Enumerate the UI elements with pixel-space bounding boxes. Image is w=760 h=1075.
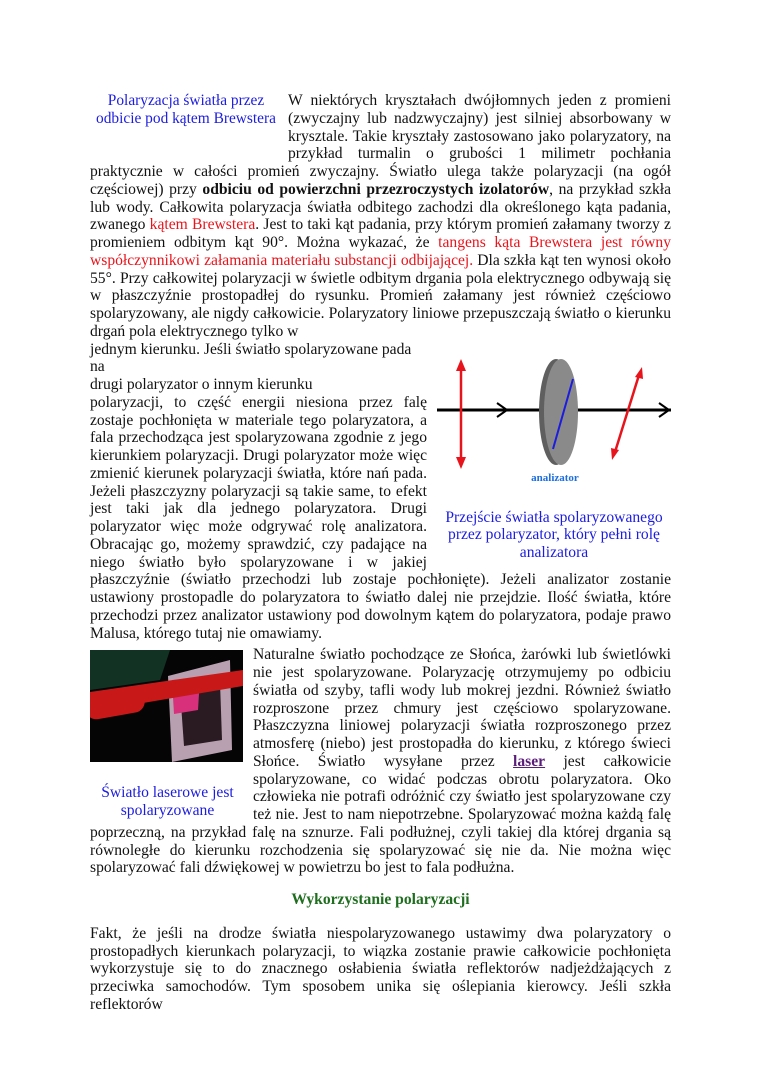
bold-text: odbiciu od powierzchni przezroczystych izolatorów — [202, 180, 550, 198]
arrow-up-icon — [456, 359, 466, 371]
section-laser — [90, 646, 671, 877]
highlight-text: tangens kąta Brewstera jest równy współczynnikowi załamania materiału substancji odbijającej. — [90, 234, 671, 269]
analyzer-label: analizator — [531, 471, 579, 484]
laser-link[interactable]: laser — [513, 752, 546, 770]
laser-figure — [90, 650, 245, 820]
text: . Jest to taki kąt padania, przy którym promień załamany tworzy z promieniem odbitym kąt 90°. Można wykazać, że — [90, 216, 671, 251]
text: , na przykład szkła lub wody. Całkowita polaryzacja światła odbitego zachodzi dla określonego kąta padania, zwanego — [90, 180, 671, 234]
arrow-down-icon — [611, 448, 619, 460]
section-usage — [90, 925, 671, 1014]
section-heading: Wykorzystanie polaryzacji — [291, 891, 470, 908]
section-brewster — [90, 92, 671, 341]
text: Dla szkła kąt ten wynosi około 55°. Przy całkowitej polaryzacji w świetle odbitym drgania pola elektrycznego odbywają się w płaszczyźnie prostopadłej do rysunku. Promień załamany jest również częściowo spolaryzowany, ale nigdy całkowicie. Polaryzatory liniowe przepuszczają światło o kierunku drgań pola elektrycznego tylko w — [90, 251, 672, 340]
arrow-down-icon — [456, 457, 466, 469]
text: Naturalne światło pochodzące ze Słońca, żarówki lub świetlówki nie jest spolaryzowane. Polaryzację otrzymujemy po odbiciu światła od szyby, tafli wody lub mokrej jezdni. Również światło rozproszone przez chmury jest częściowo spolaryzowane. Płaszczyzna liniowej polaryzacji światła rozproszonego przez atmosferę (niebo) jest prostopadła do kierunku, z którego świeci Słońce. Światło wysyłane przez — [253, 646, 671, 770]
tilted-polarization-arrow — [615, 375, 639, 452]
laser-caption: Światło laserowe jest spolaryzowane — [101, 784, 234, 819]
brewster-caption: Polaryzacja światła przez odbicie pod kątem Brewstera — [96, 92, 276, 127]
highlight-text: kątem Brewstera — [149, 216, 256, 234]
text: jednym kierunku. Jeśli światło spolaryzowane pada na — [90, 340, 412, 376]
analyzer-disc — [544, 359, 578, 465]
analyzer-paragraph: polaryzacji, to część energii niesiona przez falę zostaje pochłonięta w materiale tego polaryzatora, a fala przechodząca jest spolaryzowana zgodnie z jego kierunkiem polaryzacji. Drugi polaryzator może więc zmienić kierunek polaryzacji światła, które nań pada. Jeżeli płaszczyzny polaryzacji są takie same, to efekt jest taki jak dla jednego polaryzatora. Drugi polaryzator więc może odgrywać rolę analizatora. Obracając go, możemy sprawdzić, czy padające na niego światło było spolaryzowane i w jakiej płaszczyźnie (światło przechodzi lub zostaje pochłonięte). Jeżeli analizator zostanie ustawiony prostopadle do polaryzatora to światło dalej nie przejdzie. Ilość światła, które przechodzi przez analizator ustawiony pod dowolnym kątem do polaryzatora, podaje prawo Malusa, którego tutaj nie omawiamy. — [90, 393, 671, 642]
text: jest całkowicie spolaryzowane, co widać podczas obrotu polaryzatora. Oko człowieka nie potrafi odróżnić czy światło jest spolaryzowane czy też nie. Jest to nam niepotrzebne. Spolaryzować można każdą falę poprzeczną, na przykład falę na sznurze. Fali podłużnej, czyli takiej dla której drgania są równoległe do kierunku rozchodzenia się spolaryzować się nie da. Nie można więc spolaryzować fali dźwiękowej w powietrzu bo jest to fala podłużna. — [90, 752, 671, 877]
section-analyzer — [90, 341, 671, 643]
laser-photo — [90, 650, 243, 762]
analyzer-diagram — [437, 357, 671, 485]
arrow-up-icon — [635, 367, 643, 379]
text: drugi polaryzator o innym kierunku — [90, 376, 313, 393]
usage-paragraph: Fakt, że jeśli na drodze światła niespolaryzowanego ustawimy dwa polaryzatory o prostopadłych kierunkach polaryzacji, to wiązka zostanie prawie całkowicie pochłonięta wykorzystuje się to do znacznego osłabienia światła reflektorów nadjeżdżających z przeciwka samochodów. Tym sposobem unika się oślepiania kierowcy. Jeśli szkła reflektorów — [90, 924, 671, 1013]
document-page — [90, 0, 671, 1014]
analyzer-figure — [437, 357, 671, 562]
text: W niektórych kryształach dwójłomnych jeden z promieni (zwyczajny lub nadzwyczajny) jest silniej absorbowany w krysztale. Takie kryształy zastosowano jako polaryzatory, na przykład turmalin o grubości 1 milimetr pochłania praktycznie w całości promień zwyczajny. Światło ulega także polaryzacji (na ogół częściowej) przy — [90, 92, 671, 198]
analyzer-caption: Przejście światła spolaryzowanego przez polaryzator, który pełni rolę analizatora — [445, 508, 663, 561]
